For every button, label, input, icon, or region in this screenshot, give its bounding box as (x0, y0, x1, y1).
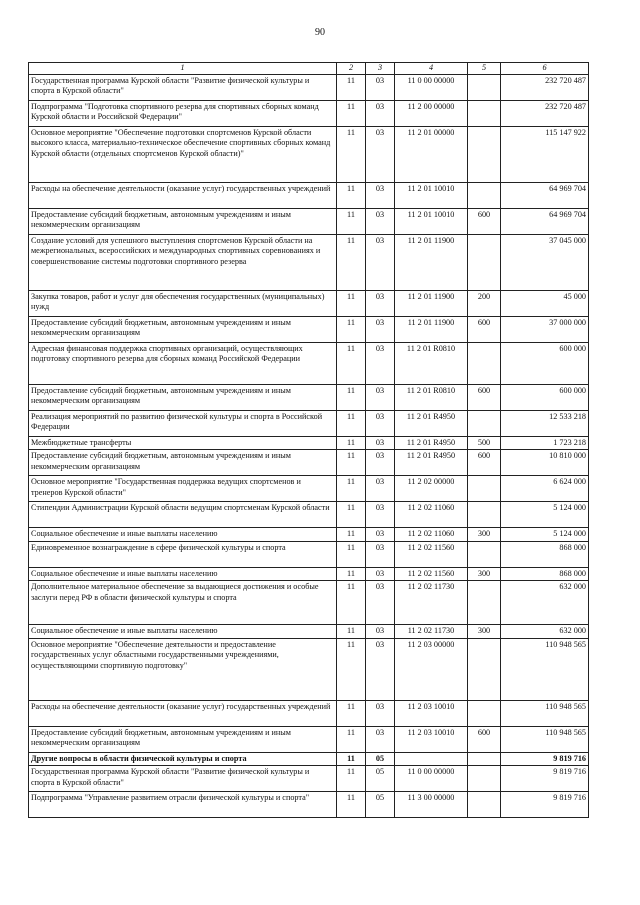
row-amount: 110 948 565 (501, 638, 589, 700)
row-section: 11 (337, 126, 366, 182)
row-expense-type: 600 (468, 208, 501, 234)
row-subsection: 03 (366, 567, 395, 581)
row-name: Предоставление субсидий бюджетным, автономным учреждениям и иным некоммерческим организациям (29, 316, 337, 342)
row-amount: 9 819 716 (501, 792, 589, 818)
row-target-code: 11 2 01 R4950 (395, 450, 468, 476)
row-section: 11 (337, 182, 366, 208)
row-section: 11 (337, 792, 366, 818)
row-target-code: 11 2 01 R4950 (395, 410, 468, 436)
row-subsection: 03 (366, 290, 395, 316)
row-expense-type (468, 638, 501, 700)
row-section: 11 (337, 234, 366, 290)
row-amount: 37 000 000 (501, 316, 589, 342)
row-name: Основное мероприятие "Государственная поддержка ведущих спортсменов и тренеров Курской области" (29, 476, 337, 502)
row-section: 11 (337, 384, 366, 410)
row-name: Предоставление субсидий бюджетным, автономным учреждениям и иным некоммерческим организациям (29, 726, 337, 752)
row-amount: 10 810 000 (501, 450, 589, 476)
row-subsection: 03 (366, 316, 395, 342)
row-section: 11 (337, 502, 366, 528)
row-amount: 12 533 218 (501, 410, 589, 436)
row-section: 11 (337, 638, 366, 700)
row-expense-type (468, 792, 501, 818)
table-row (29, 342, 589, 384)
row-expense-type (468, 476, 501, 502)
row-name: Другие вопросы в области физической культуры и спорта (29, 752, 337, 766)
row-name: Государственная программа Курской области "Развитие физической культуры и спорта в Курской области" (29, 74, 337, 100)
row-amount: 37 045 000 (501, 234, 589, 290)
row-amount: 9 819 716 (501, 766, 589, 792)
budget-table (28, 62, 589, 818)
table-row (29, 792, 589, 818)
row-target-code: 11 2 03 10010 (395, 700, 468, 726)
row-target-code: 11 2 01 R0810 (395, 384, 468, 410)
row-target-code: 11 2 02 11060 (395, 502, 468, 528)
page-number: 90 (315, 27, 325, 38)
row-name: Единовременное вознаграждение в сфере физической культуры и спорта (29, 541, 337, 567)
table-row (29, 528, 589, 542)
row-target-code: 11 2 01 11900 (395, 234, 468, 290)
row-subsection: 03 (366, 581, 395, 625)
row-expense-type (468, 74, 501, 100)
row-name: Расходы на обеспечение деятельности (оказание услуг) государственных учреждений (29, 182, 337, 208)
table-row (29, 752, 589, 766)
row-section: 11 (337, 541, 366, 567)
row-expense-type (468, 100, 501, 126)
table-row (29, 700, 589, 726)
row-amount: 232 720 487 (501, 74, 589, 100)
row-expense-type (468, 581, 501, 625)
table-row (29, 581, 589, 625)
row-subsection: 03 (366, 384, 395, 410)
table-row (29, 476, 589, 502)
row-name: Государственная программа Курской области "Развитие физической культуры и спорта в Курской области" (29, 766, 337, 792)
row-section: 11 (337, 316, 366, 342)
row-subsection: 03 (366, 700, 395, 726)
row-subsection: 03 (366, 182, 395, 208)
row-expense-type: 300 (468, 567, 501, 581)
row-expense-type: 300 (468, 528, 501, 542)
header-row (29, 63, 589, 75)
row-expense-type (468, 342, 501, 384)
row-amount: 868 000 (501, 541, 589, 567)
table-row (29, 436, 589, 450)
row-target-code: 11 2 00 00000 (395, 100, 468, 126)
row-target-code: 11 2 01 10010 (395, 208, 468, 234)
row-expense-type: 600 (468, 726, 501, 752)
row-amount: 110 948 565 (501, 726, 589, 752)
row-name: Подпрограмма "Управление развитием отрасли физической культуры и спорта" (29, 792, 337, 818)
row-subsection: 05 (366, 766, 395, 792)
table-row (29, 126, 589, 182)
row-amount: 600 000 (501, 342, 589, 384)
row-expense-type: 200 (468, 290, 501, 316)
table-row (29, 541, 589, 567)
row-subsection: 03 (366, 436, 395, 450)
row-name: Реализация мероприятий по развитию физической культуры и спорта в Российской Федерации (29, 410, 337, 436)
row-target-code: 11 2 01 R4950 (395, 436, 468, 450)
table-row (29, 726, 589, 752)
table-row (29, 410, 589, 436)
row-target-code (395, 752, 468, 766)
header-col-1: 1 (29, 63, 337, 75)
row-target-code: 11 2 01 11900 (395, 290, 468, 316)
row-target-code: 11 2 02 00000 (395, 476, 468, 502)
row-section: 11 (337, 766, 366, 792)
row-name: Социальное обеспечение и иные выплаты населению (29, 528, 337, 542)
row-section: 11 (337, 700, 366, 726)
row-name: Социальное обеспечение и иные выплаты населению (29, 625, 337, 639)
row-subsection: 03 (366, 342, 395, 384)
row-target-code: 11 2 03 00000 (395, 638, 468, 700)
row-subsection: 03 (366, 126, 395, 182)
header-col-6: 6 (501, 63, 589, 75)
row-amount: 9 819 716 (501, 752, 589, 766)
row-name: Дополнительное материальное обеспечение за выдающиеся достижения и особые заслуги перед РФ в области физической культуры и спорта (29, 581, 337, 625)
row-target-code: 11 2 02 11560 (395, 567, 468, 581)
row-expense-type: 600 (468, 450, 501, 476)
table-row (29, 766, 589, 792)
table-row (29, 182, 589, 208)
table-row (29, 234, 589, 290)
row-expense-type: 600 (468, 316, 501, 342)
row-subsection: 03 (366, 208, 395, 234)
header-col-5: 5 (468, 63, 501, 75)
row-amount: 64 969 704 (501, 208, 589, 234)
row-section: 11 (337, 581, 366, 625)
row-subsection: 03 (366, 74, 395, 100)
row-name: Основное мероприятие "Обеспечение подготовки спортсменов Курской области высокого класса, материально-техническое обеспечение спортивных сборных команд Курской области (отдельных спортсменов Курской области)" (29, 126, 337, 182)
row-subsection: 03 (366, 450, 395, 476)
table-row (29, 567, 589, 581)
row-amount: 5 124 000 (501, 502, 589, 528)
table-row (29, 316, 589, 342)
row-amount: 232 720 487 (501, 100, 589, 126)
row-amount: 600 000 (501, 384, 589, 410)
row-name: Межбюджетные трансферты (29, 436, 337, 450)
row-subsection: 03 (366, 625, 395, 639)
row-section: 11 (337, 726, 366, 752)
row-section: 11 (337, 100, 366, 126)
row-target-code: 11 2 02 11060 (395, 528, 468, 542)
row-section: 11 (337, 208, 366, 234)
row-section: 11 (337, 436, 366, 450)
row-section: 11 (337, 567, 366, 581)
row-amount: 6 624 000 (501, 476, 589, 502)
row-target-code: 11 2 01 10010 (395, 182, 468, 208)
table-body (29, 74, 589, 818)
row-expense-type (468, 766, 501, 792)
row-subsection: 03 (366, 100, 395, 126)
row-target-code: 11 2 03 10010 (395, 726, 468, 752)
row-amount: 115 147 922 (501, 126, 589, 182)
row-subsection: 03 (366, 502, 395, 528)
row-target-code: 11 0 00 00000 (395, 766, 468, 792)
row-subsection: 03 (366, 234, 395, 290)
row-target-code: 11 2 01 R0810 (395, 342, 468, 384)
table-row (29, 450, 589, 476)
row-target-code: 11 0 00 00000 (395, 74, 468, 100)
row-amount: 1 723 218 (501, 436, 589, 450)
row-expense-type (468, 126, 501, 182)
row-amount: 868 000 (501, 567, 589, 581)
row-expense-type: 600 (468, 384, 501, 410)
table-row (29, 384, 589, 410)
row-expense-type (468, 182, 501, 208)
row-target-code: 11 2 01 00000 (395, 126, 468, 182)
row-expense-type: 300 (468, 625, 501, 639)
row-section: 11 (337, 410, 366, 436)
row-section: 11 (337, 752, 366, 766)
row-section: 11 (337, 74, 366, 100)
row-subsection: 03 (366, 476, 395, 502)
header-col-3: 3 (366, 63, 395, 75)
row-amount: 64 969 704 (501, 182, 589, 208)
row-section: 11 (337, 476, 366, 502)
row-section: 11 (337, 290, 366, 316)
row-expense-type (468, 502, 501, 528)
row-name: Предоставление субсидий бюджетным, автономным учреждениям и иным некоммерческим организациям (29, 208, 337, 234)
row-expense-type: 500 (468, 436, 501, 450)
row-name: Закупка товаров, работ и услуг для обеспечения государственных (муниципальных) нужд (29, 290, 337, 316)
row-subsection: 03 (366, 638, 395, 700)
row-amount: 45 000 (501, 290, 589, 316)
row-section: 11 (337, 450, 366, 476)
row-name: Социальное обеспечение и иные выплаты населению (29, 567, 337, 581)
row-name: Основное мероприятие "Обеспечение деятельности и предоставление государственных услуг областными государственными учреждениями, осуществляющими спортивную подготовку" (29, 638, 337, 700)
row-section: 11 (337, 625, 366, 639)
row-subsection: 03 (366, 410, 395, 436)
row-name: Предоставление субсидий бюджетным, автономным учреждениям и иным некоммерческим организациям (29, 450, 337, 476)
header-col-2: 2 (337, 63, 366, 75)
row-name: Создание условий для успешного выступления спортсменов Курской области на межрегиональных, всероссийских и международных спортивных соревнованиях и совершенствование системы подготовки спортивного резерва (29, 234, 337, 290)
row-expense-type (468, 752, 501, 766)
row-name: Подпрограмма "Подготовка спортивного резерва для спортивных сборных команд Курской области и Российской Федерации" (29, 100, 337, 126)
row-subsection: 03 (366, 528, 395, 542)
row-target-code: 11 2 01 11900 (395, 316, 468, 342)
row-target-code: 11 3 00 00000 (395, 792, 468, 818)
row-amount: 632 000 (501, 581, 589, 625)
table-row (29, 208, 589, 234)
row-subsection: 03 (366, 541, 395, 567)
row-name: Стипендии Администрации Курской области ведущим спортсменам Курской области (29, 502, 337, 528)
table-row (29, 100, 589, 126)
row-expense-type (468, 541, 501, 567)
row-section: 11 (337, 528, 366, 542)
row-expense-type (468, 234, 501, 290)
row-name: Предоставление субсидий бюджетным, автономным учреждениям и иным некоммерческим организациям (29, 384, 337, 410)
row-expense-type (468, 700, 501, 726)
row-amount: 110 948 565 (501, 700, 589, 726)
row-subsection: 05 (366, 792, 395, 818)
row-target-code: 11 2 02 11730 (395, 625, 468, 639)
table-row (29, 502, 589, 528)
header-col-4: 4 (395, 63, 468, 75)
row-amount: 632 000 (501, 625, 589, 639)
row-target-code: 11 2 02 11560 (395, 541, 468, 567)
table-row (29, 638, 589, 700)
row-expense-type (468, 410, 501, 436)
row-amount: 5 124 000 (501, 528, 589, 542)
table-row (29, 625, 589, 639)
row-section: 11 (337, 342, 366, 384)
row-target-code: 11 2 02 11730 (395, 581, 468, 625)
row-name: Адресная финансовая поддержка спортивных организаций, осуществляющих подготовку спортивного резерва для сборных команд Российской Федерации (29, 342, 337, 384)
table-row (29, 290, 589, 316)
row-subsection: 05 (366, 752, 395, 766)
row-name: Расходы на обеспечение деятельности (оказание услуг) государственных учреждений (29, 700, 337, 726)
table-row (29, 74, 589, 100)
row-subsection: 03 (366, 726, 395, 752)
